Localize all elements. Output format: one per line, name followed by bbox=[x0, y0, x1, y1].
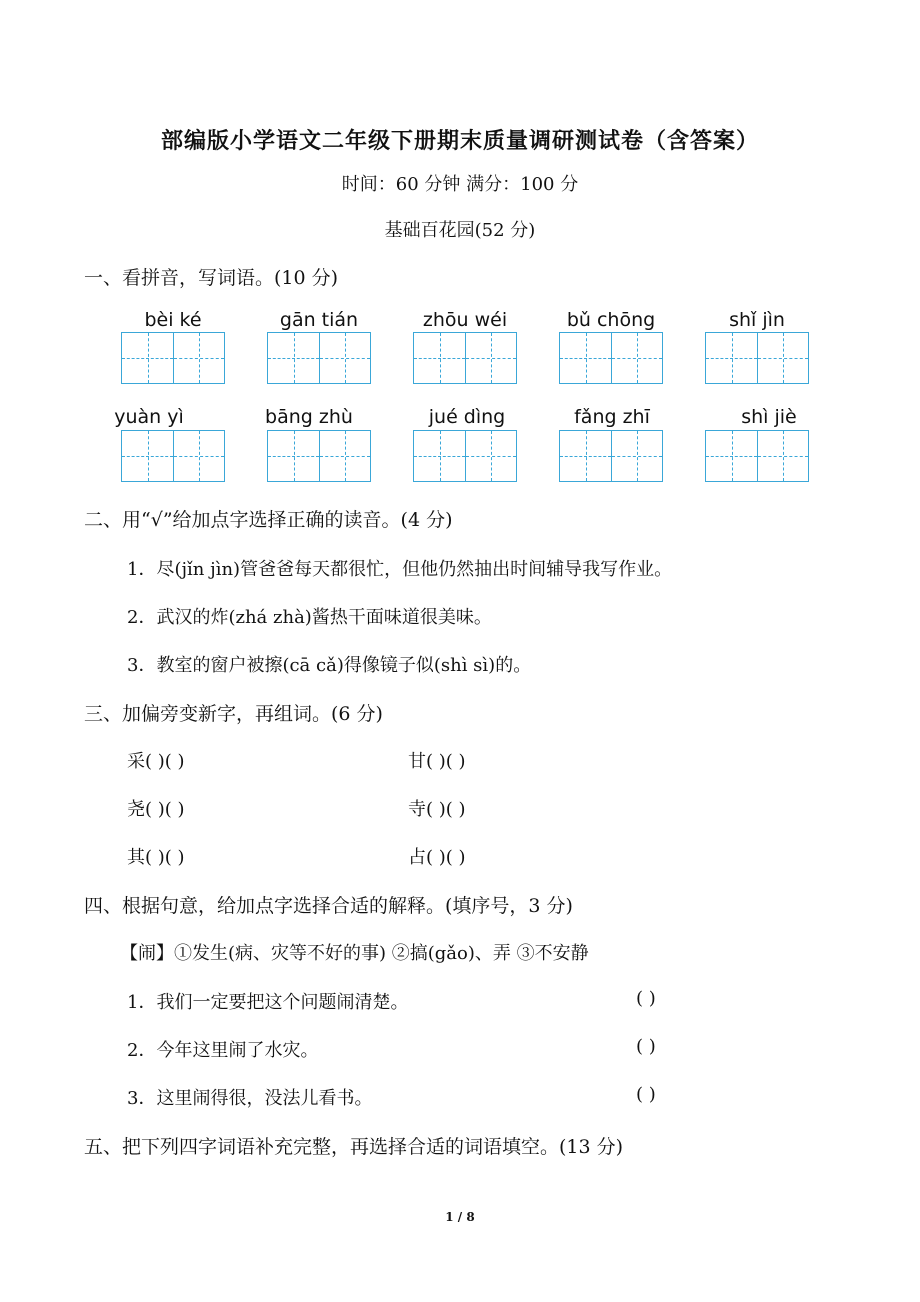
pinyin-label: fǎng zhī bbox=[574, 406, 650, 428]
page-number: 1 / 8 bbox=[445, 1210, 475, 1224]
q4-item: 3．这里闹得很，没法儿看书。 bbox=[127, 1088, 373, 1109]
q2-item: 2．武汉的炸(zhá zhà)酱热干面味道很美味。 bbox=[127, 607, 492, 628]
answer-blank[interactable]: ( ) bbox=[636, 988, 656, 1009]
exam-meta: 时间：60 分钟 满分：100 分 bbox=[341, 174, 579, 195]
q1-title: 一、看拼音，写词语。(10 分) bbox=[84, 267, 339, 289]
writing-grid[interactable] bbox=[559, 430, 663, 482]
q3-item: 采( )( ) bbox=[127, 751, 185, 772]
q3-item: 寺( )( ) bbox=[408, 799, 466, 820]
pinyin-label: bāng zhù bbox=[265, 406, 353, 428]
q3-item: 其( )( ) bbox=[127, 847, 185, 868]
q2-item: 1．尽(jǐn jìn)管爸爸每天都很忙，但他仍然抽出时间辅导我写作业。 bbox=[127, 559, 673, 580]
q4-title: 四、根据句意，给加点字选择合适的解释。(填序号，3 分) bbox=[84, 895, 573, 917]
writing-grid[interactable] bbox=[413, 430, 517, 482]
section-title: 基础百花园(52 分) bbox=[384, 220, 536, 241]
writing-grid[interactable] bbox=[705, 332, 809, 384]
pinyin-label: shǐ jìn bbox=[729, 309, 785, 331]
q4-item: 2．今年这里闹了水灾。 bbox=[127, 1040, 319, 1061]
answer-blank[interactable]: ( ) bbox=[636, 1036, 656, 1057]
pinyin-label: bǔ chōng bbox=[566, 309, 656, 331]
writing-grid[interactable] bbox=[267, 430, 371, 482]
pinyin-label: yuàn yì bbox=[114, 406, 184, 428]
q3-title: 三、加偏旁变新字，再组词。(6 分) bbox=[84, 703, 383, 725]
q2-title: 二、用“√”给加点字选择正确的读音。(4 分) bbox=[84, 509, 453, 531]
writing-grid[interactable] bbox=[559, 332, 663, 384]
writing-grid[interactable] bbox=[413, 332, 517, 384]
q3-item: 尧( )( ) bbox=[127, 799, 185, 820]
pinyin-label: jué dìng bbox=[428, 406, 506, 428]
pinyin-label: shì jiè bbox=[741, 406, 797, 428]
pinyin-label: zhōu wéi bbox=[422, 309, 508, 331]
q4-definition: 【闹】①发生(病、灾等不好的事) ②搞(gǎo)、弄 ③不安静 bbox=[120, 943, 589, 964]
page-title: 部编版小学语文二年级下册期末质量调研测试卷（含答案） bbox=[160, 128, 759, 154]
q4-item: 1．我们一定要把这个问题闹清楚。 bbox=[127, 992, 409, 1013]
writing-grid[interactable] bbox=[705, 430, 809, 482]
answer-blank[interactable]: ( ) bbox=[636, 1084, 656, 1105]
q3-item: 占( )( ) bbox=[408, 847, 466, 868]
writing-grid[interactable] bbox=[121, 332, 225, 384]
pinyin-label: gān tián bbox=[279, 309, 359, 331]
pinyin-label: bèi ké bbox=[144, 309, 202, 331]
q5-title: 五、把下列四字词语补充完整，再选择合适的词语填空。(13 分) bbox=[84, 1136, 624, 1158]
q2-item: 3．教室的窗户被擦(cā cǎ)得像镜子似(shì sì)的。 bbox=[127, 655, 532, 676]
writing-grid[interactable] bbox=[121, 430, 225, 482]
q3-item: 甘( )( ) bbox=[408, 751, 466, 772]
writing-grid[interactable] bbox=[267, 332, 371, 384]
